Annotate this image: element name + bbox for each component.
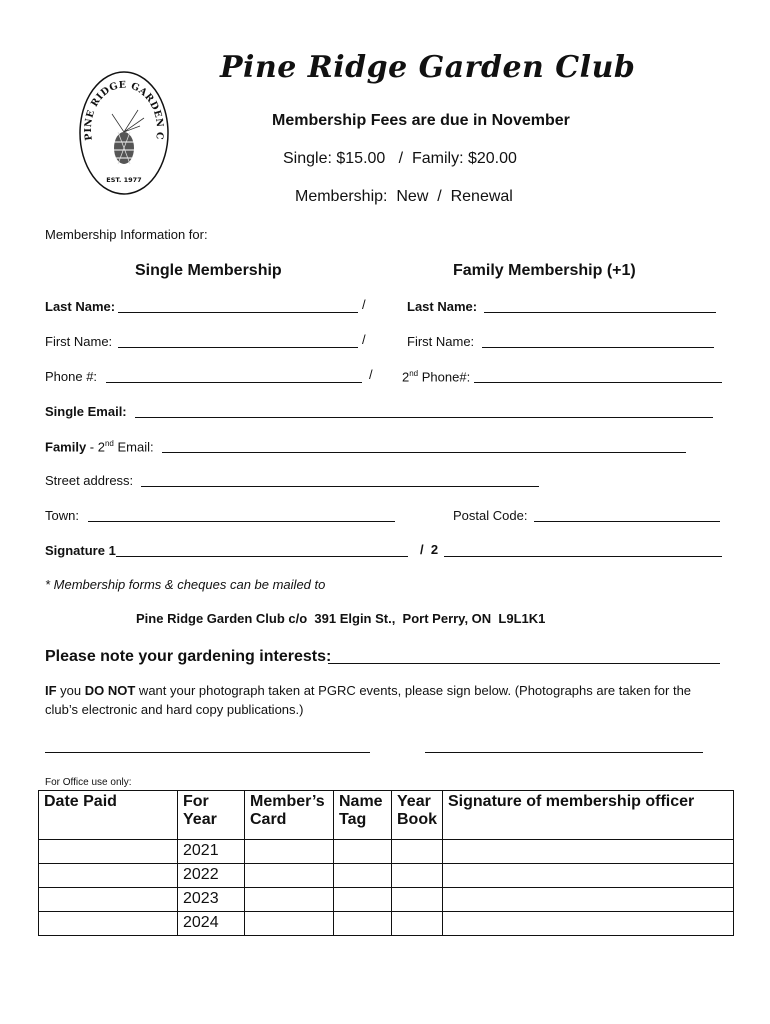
- page-title: Pine Ridge Garden Club: [220, 50, 636, 85]
- date-paid-cell[interactable]: [39, 864, 178, 888]
- single-first-name-field[interactable]: [118, 335, 358, 348]
- header-name-tag: Name Tag: [334, 791, 392, 840]
- svg-text:PINE RIDGE GARDEN CLUB: [78, 70, 165, 141]
- header-officer-signature: Signature of membership officer: [443, 791, 734, 840]
- office-use-table: [38, 790, 734, 936]
- year-cell: 2023: [178, 888, 245, 912]
- single-email-field[interactable]: [135, 405, 713, 418]
- interests-heading: Please note your gardening interests:: [45, 648, 332, 665]
- postal-code-field[interactable]: [534, 509, 720, 522]
- family-first-name-label: First Name:: [407, 334, 475, 349]
- family-email-field[interactable]: [162, 440, 686, 453]
- signature-2-label: / 2: [420, 542, 439, 557]
- name-tag-cell[interactable]: [334, 888, 392, 912]
- header-for-year: For Year: [178, 791, 245, 840]
- table-header-row: [39, 791, 734, 840]
- members-card-cell[interactable]: [245, 840, 334, 864]
- last-name-label: Last Name:: [45, 299, 116, 314]
- phone-label: Phone #:: [45, 369, 98, 384]
- single-membership-heading: Single Membership: [135, 262, 282, 279]
- photo-consent-text: IF you DO NOT want your photograph taken at PGRC events, please sign below. (Photographs are taken for the club’s electronic and hard copy publications.): [45, 683, 692, 717]
- street-address-label: Street address:: [45, 473, 134, 488]
- photo-signature-field[interactable]: [45, 740, 370, 753]
- signature-1-label: Signature 1: [45, 543, 116, 558]
- header-year-book: Year Book: [392, 791, 443, 840]
- name-tag-cell[interactable]: [334, 864, 392, 888]
- photo-name-field[interactable]: [425, 740, 703, 753]
- slash-separator: /: [362, 332, 366, 347]
- interests-field[interactable]: [328, 651, 720, 664]
- mailing-note: * Membership forms & cheques can be mailed to: [45, 577, 326, 592]
- first-name-label: First Name:: [45, 334, 113, 349]
- officer-signature-cell[interactable]: [443, 888, 734, 912]
- year-book-cell[interactable]: [392, 864, 443, 888]
- year-book-cell[interactable]: [392, 888, 443, 912]
- pine-cone-icon: [112, 110, 144, 164]
- office-use-label: For Office use only:: [45, 777, 132, 788]
- single-last-name-field[interactable]: [118, 300, 358, 313]
- date-paid-cell[interactable]: [39, 840, 178, 864]
- membership-info-label: Membership Information for:: [45, 227, 208, 242]
- name-tag-cell[interactable]: [334, 912, 392, 936]
- members-card-cell[interactable]: [245, 888, 334, 912]
- second-phone-field[interactable]: [474, 370, 722, 383]
- date-paid-cell[interactable]: [39, 912, 178, 936]
- town-label: Town:: [45, 508, 79, 523]
- membership-type-text: Membership: New / Renewal: [295, 188, 513, 205]
- year-book-cell[interactable]: [392, 912, 443, 936]
- header-members-card: Member’s Card: [245, 791, 334, 840]
- family-email-label: Family - 2nd Email:: [45, 439, 154, 455]
- members-card-cell[interactable]: [245, 912, 334, 936]
- family-last-name-label: Last Name:: [407, 299, 478, 314]
- logo-arc-text: PINE RIDGE GARDEN C: [82, 79, 166, 142]
- second-phone-label: 2nd Phone#:: [402, 369, 471, 385]
- family-membership-heading: Family Membership (+1): [453, 262, 636, 279]
- family-last-name-field[interactable]: [484, 300, 716, 313]
- officer-signature-cell[interactable]: [443, 840, 734, 864]
- members-card-cell[interactable]: [245, 864, 334, 888]
- year-cell: 2024: [178, 912, 245, 936]
- mailing-address: Pine Ridge Garden Club c/o 391 Elgin St., Port Perry, ON L9L1K1: [136, 611, 546, 626]
- year-cell: 2021: [178, 840, 245, 864]
- town-field[interactable]: [88, 509, 395, 522]
- single-email-label: Single Email:: [45, 404, 127, 419]
- signature-2-field[interactable]: [444, 544, 722, 557]
- table-row: [39, 840, 734, 864]
- slash-separator: /: [362, 297, 366, 312]
- slash-separator: /: [369, 367, 373, 382]
- header-date-paid: Date Paid: [39, 791, 178, 840]
- signature-1-field[interactable]: [116, 544, 408, 557]
- club-logo: [78, 70, 170, 196]
- year-book-cell[interactable]: [392, 840, 443, 864]
- name-tag-cell[interactable]: [334, 840, 392, 864]
- logo-est-text: EST. 1977: [106, 176, 142, 184]
- fees-due-text: Membership Fees are due in November: [272, 112, 570, 129]
- single-phone-field[interactable]: [106, 370, 362, 383]
- officer-signature-cell[interactable]: [443, 864, 734, 888]
- postal-code-label: Postal Code:: [453, 508, 528, 523]
- date-paid-cell[interactable]: [39, 888, 178, 912]
- table-row: [39, 888, 734, 912]
- street-address-field[interactable]: [141, 474, 539, 487]
- table-row: [39, 864, 734, 888]
- year-cell: 2022: [178, 864, 245, 888]
- fees-text: Single: $15.00 / Family: $20.00: [283, 150, 517, 167]
- family-first-name-field[interactable]: [482, 335, 714, 348]
- table-row: [39, 912, 734, 936]
- officer-signature-cell[interactable]: [443, 912, 734, 936]
